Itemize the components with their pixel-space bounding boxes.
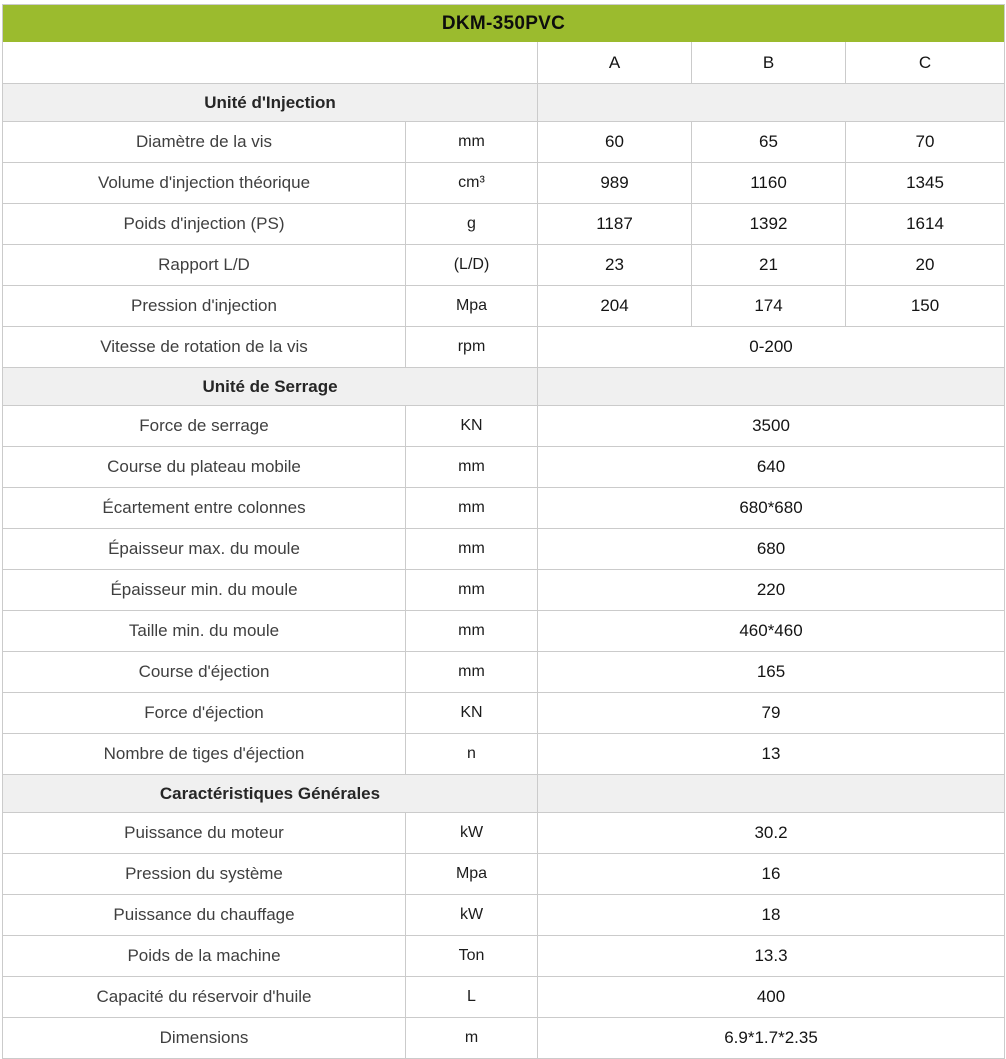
spec-label: Taille min. du moule: [3, 611, 406, 652]
spec-table: [2, 4, 1005, 1059]
spec-value: 3500: [538, 406, 1005, 447]
column-header-b: B: [692, 42, 846, 84]
spec-row: [3, 122, 1005, 163]
spec-table-body: [3, 5, 1005, 1059]
spec-value: 1392: [692, 204, 846, 245]
spec-value: 1614: [846, 204, 1005, 245]
spec-label: Pression du système: [3, 854, 406, 895]
spec-row: [3, 854, 1005, 895]
spec-value: 220: [538, 570, 1005, 611]
spec-unit: g: [406, 204, 538, 245]
spec-row: [3, 204, 1005, 245]
spec-value: 1160: [692, 163, 846, 204]
spec-label: Course du plateau mobile: [3, 447, 406, 488]
spec-row: [3, 936, 1005, 977]
spec-value: 640: [538, 447, 1005, 488]
section-spacer: [538, 775, 1005, 813]
machine-model-title: DKM-350PVC: [3, 5, 1005, 43]
spec-row: [3, 163, 1005, 204]
spec-value: 13.3: [538, 936, 1005, 977]
spec-value: 6.9*1.7*2.35: [538, 1018, 1005, 1059]
spec-label: Épaisseur max. du moule: [3, 529, 406, 570]
spec-value: 60: [538, 122, 692, 163]
spec-row: [3, 652, 1005, 693]
spec-label: Pression d'injection: [3, 286, 406, 327]
spec-value: 0-200: [538, 327, 1005, 368]
spec-row: [3, 977, 1005, 1018]
spec-label: Puissance du chauffage: [3, 895, 406, 936]
spec-unit: Ton: [406, 936, 538, 977]
spec-unit: KN: [406, 693, 538, 734]
column-header-spacer: [3, 42, 538, 84]
spec-value: 30.2: [538, 813, 1005, 854]
spec-value: 16: [538, 854, 1005, 895]
spec-label: Capacité du réservoir d'huile: [3, 977, 406, 1018]
spec-unit: L: [406, 977, 538, 1018]
spec-value: 1187: [538, 204, 692, 245]
spec-label: Volume d'injection théorique: [3, 163, 406, 204]
spec-row: [3, 693, 1005, 734]
spec-row: [3, 1018, 1005, 1059]
spec-unit: cm³: [406, 163, 538, 204]
spec-row: [3, 286, 1005, 327]
spec-row: [3, 813, 1005, 854]
spec-value: 1345: [846, 163, 1005, 204]
section-title: Caractéristiques Générales: [3, 775, 538, 813]
spec-unit: Mpa: [406, 286, 538, 327]
spec-value: 680*680: [538, 488, 1005, 529]
spec-unit: m: [406, 1018, 538, 1059]
spec-value: 13: [538, 734, 1005, 775]
spec-row: [3, 734, 1005, 775]
spec-value: 165: [538, 652, 1005, 693]
section-header-row: [3, 775, 1005, 813]
spec-value: 174: [692, 286, 846, 327]
spec-value: 70: [846, 122, 1005, 163]
spec-unit: n: [406, 734, 538, 775]
spec-label: Course d'éjection: [3, 652, 406, 693]
spec-unit: mm: [406, 447, 538, 488]
spec-unit: (L/D): [406, 245, 538, 286]
spec-row: [3, 895, 1005, 936]
spec-unit: kW: [406, 895, 538, 936]
spec-unit: mm: [406, 570, 538, 611]
spec-row: [3, 406, 1005, 447]
spec-value: 23: [538, 245, 692, 286]
column-header-c: C: [846, 42, 1005, 84]
spec-label: Épaisseur min. du moule: [3, 570, 406, 611]
spec-unit: mm: [406, 529, 538, 570]
spec-row: [3, 611, 1005, 652]
section-title: Unité d'Injection: [3, 84, 538, 122]
spec-label: Diamètre de la vis: [3, 122, 406, 163]
column-header-a: A: [538, 42, 692, 84]
spec-unit: Mpa: [406, 854, 538, 895]
spec-value: 460*460: [538, 611, 1005, 652]
spec-value: 989: [538, 163, 692, 204]
spec-value: 79: [538, 693, 1005, 734]
spec-label: Rapport L/D: [3, 245, 406, 286]
spec-label: Force d'éjection: [3, 693, 406, 734]
spec-label: Dimensions: [3, 1018, 406, 1059]
spec-unit: rpm: [406, 327, 538, 368]
spec-label: Poids d'injection (PS): [3, 204, 406, 245]
spec-unit: mm: [406, 122, 538, 163]
spec-value: 680: [538, 529, 1005, 570]
spec-value: 18: [538, 895, 1005, 936]
spec-value: 400: [538, 977, 1005, 1018]
spec-unit: mm: [406, 611, 538, 652]
section-header-row: [3, 368, 1005, 406]
section-header-row: [3, 84, 1005, 122]
spec-value: 150: [846, 286, 1005, 327]
spec-row: [3, 245, 1005, 286]
table-title-row: [3, 5, 1005, 43]
spec-value: 204: [538, 286, 692, 327]
spec-unit: mm: [406, 652, 538, 693]
spec-unit: kW: [406, 813, 538, 854]
spec-row: [3, 529, 1005, 570]
spec-label: Nombre de tiges d'éjection: [3, 734, 406, 775]
section-spacer: [538, 84, 1005, 122]
column-header-row: [3, 42, 1005, 84]
spec-unit: mm: [406, 488, 538, 529]
section-title: Unité de Serrage: [3, 368, 538, 406]
spec-label: Force de serrage: [3, 406, 406, 447]
section-spacer: [538, 368, 1005, 406]
spec-row: [3, 327, 1005, 368]
spec-value: 21: [692, 245, 846, 286]
spec-label: Puissance du moteur: [3, 813, 406, 854]
spec-label: Écartement entre colonnes: [3, 488, 406, 529]
spec-label: Vitesse de rotation de la vis: [3, 327, 406, 368]
spec-label: Poids de la machine: [3, 936, 406, 977]
spec-row: [3, 570, 1005, 611]
spec-value: 65: [692, 122, 846, 163]
spec-unit: KN: [406, 406, 538, 447]
spec-row: [3, 488, 1005, 529]
spec-value: 20: [846, 245, 1005, 286]
spec-row: [3, 447, 1005, 488]
